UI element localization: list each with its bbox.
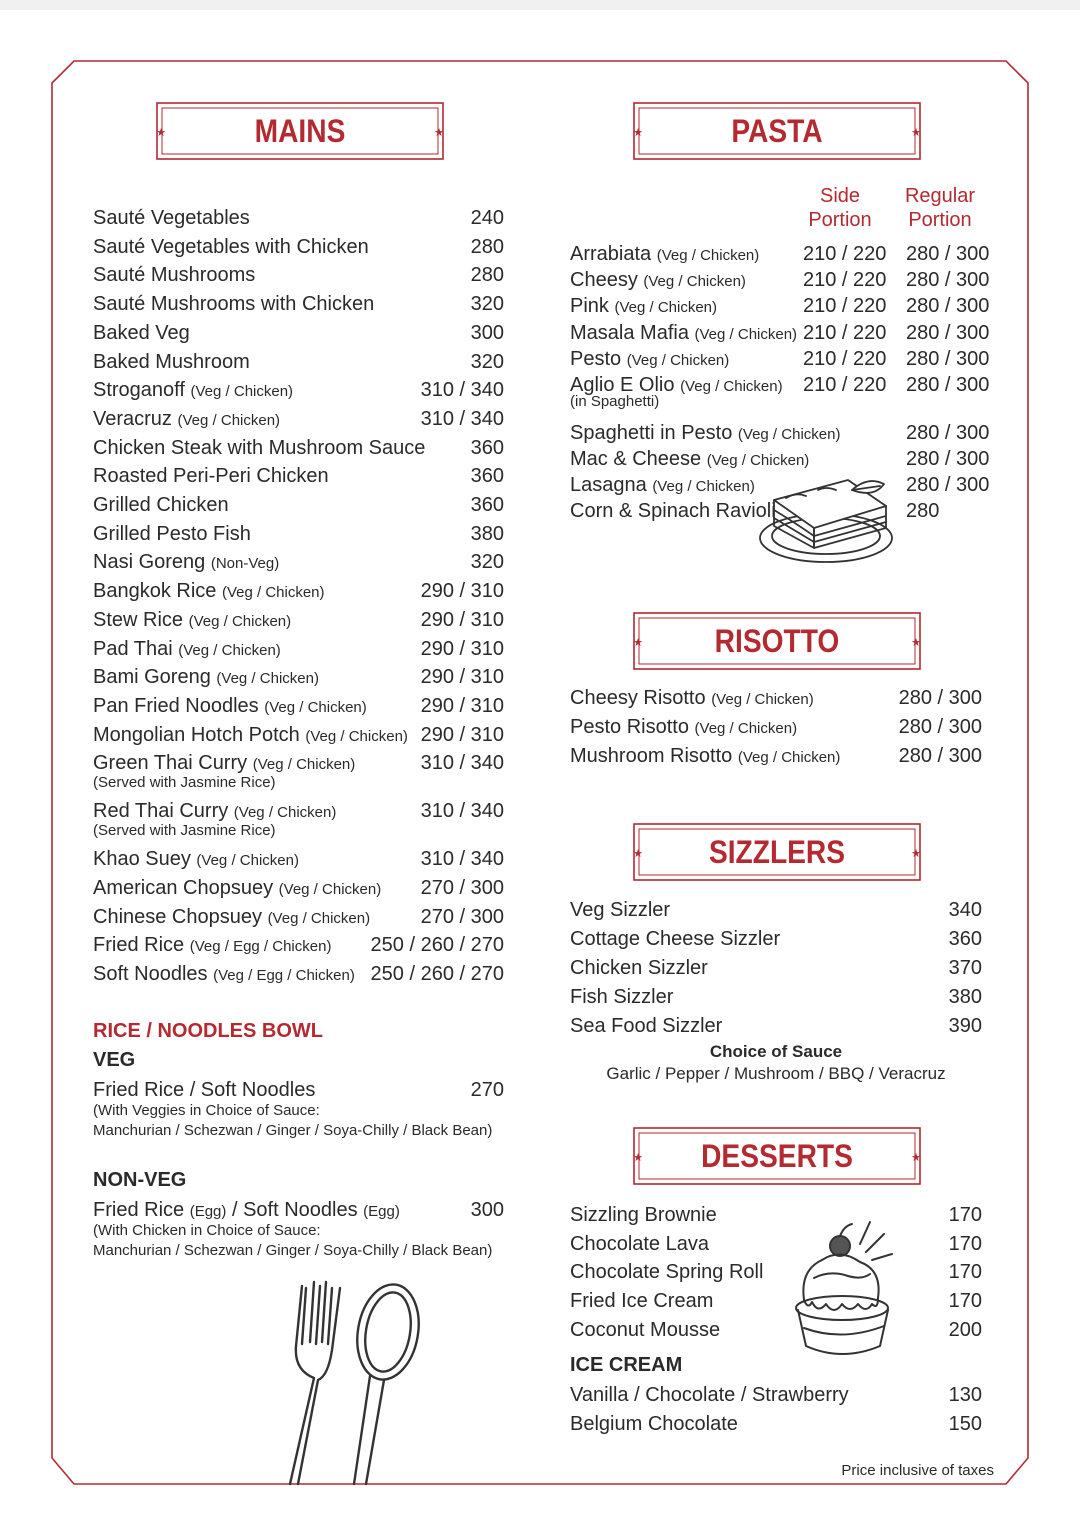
item-label: Aglio E Olio: [570, 374, 675, 396]
item-tag: (Veg / Chicken): [614, 299, 718, 317]
menu-row: [93, 846, 504, 872]
sauce-list: Garlic / Pepper / Mushroom / BBQ / Veracruz: [606, 1064, 946, 1083]
menu-row: [93, 607, 504, 633]
side-price: 210 / 220: [803, 269, 887, 292]
desserts-header: [632, 1126, 922, 1186]
item-name: [93, 349, 250, 375]
regular-portion-line-2: Portion: [908, 209, 972, 231]
item-price: 310 / 340: [420, 379, 504, 402]
item-tag: (Veg / Chicken): [643, 273, 746, 291]
item-name: [93, 262, 255, 288]
menu-row: [93, 262, 504, 288]
item-tag: (Veg / Chicken): [656, 247, 760, 264]
dessert-row: [570, 1202, 982, 1228]
item-price: 320: [470, 551, 504, 574]
menu-row: [93, 578, 504, 604]
svg-text:★: ★: [911, 126, 921, 139]
menu-row: [93, 722, 504, 748]
item-label: Soft Noodles: [93, 963, 208, 986]
item-name: [570, 320, 797, 348]
item-label: Roasted Peri-Peri Chicken: [93, 465, 329, 488]
item-price: 380: [948, 986, 982, 1008]
risotto-row: [570, 714, 982, 740]
ice-cream-label: ICE CREAM: [570, 1354, 683, 1376]
item-tag: (Veg / Chicken): [694, 720, 798, 737]
item-name: [570, 498, 776, 524]
item-name: [570, 1288, 713, 1314]
item-tag: (Veg / Chicken): [706, 452, 810, 469]
item-price: 290 / 310: [420, 666, 504, 689]
mains-header: [155, 101, 445, 161]
ice-cream-row: [570, 1382, 982, 1408]
item-price: 250 / 260 / 270: [370, 963, 504, 986]
pasta-header: [632, 101, 922, 161]
item-name: [570, 420, 840, 448]
menu-row: [93, 349, 504, 375]
item-tag: (Veg / Chicken): [626, 351, 730, 369]
item-label: Coconut Mousse: [570, 1318, 721, 1341]
item-label: Cheesy: [570, 269, 638, 292]
item-label: Arrabiata: [570, 243, 652, 265]
item-name: [570, 1317, 720, 1343]
nonveg-item-b: Soft Noodles: [243, 1199, 358, 1221]
side-portion-header: [795, 184, 885, 232]
regular-price: 280 / 300: [906, 347, 990, 370]
item-name: [570, 926, 780, 952]
item-tag: (Veg / Chicken): [652, 478, 755, 496]
item-price: 130: [948, 1384, 982, 1406]
menu-row: [93, 521, 504, 547]
item-label: Pink: [570, 295, 609, 318]
menu-row: [93, 291, 504, 317]
item-price: 380: [470, 522, 504, 545]
item-label: Stroganoff: [93, 379, 185, 402]
item-price: 150: [948, 1412, 982, 1435]
nonveg-bowl-price: 300: [470, 1199, 504, 1221]
item-tag: (Veg / Chicken): [737, 749, 841, 766]
item-name: [93, 578, 325, 606]
item-name: [93, 607, 291, 635]
risotto-row: [570, 743, 982, 769]
item-label: Red Thai Curry: [93, 800, 229, 823]
sizzler-row: [570, 984, 982, 1010]
item-label: Mongolian Hotch Potch: [93, 723, 300, 746]
pasta-row: [570, 346, 990, 372]
menu-row: [93, 961, 504, 987]
item-name: [570, 1202, 717, 1228]
sizzler-row: [570, 955, 982, 981]
item-name: [93, 904, 370, 932]
item-price: 240: [470, 207, 504, 229]
svg-text:★: ★: [633, 1151, 643, 1164]
item-name: [93, 205, 250, 231]
item-label: Khao Suey: [93, 848, 191, 871]
svg-text:★: ★: [434, 126, 444, 139]
nonveg-label: NON-VEG: [93, 1169, 187, 1191]
item-label: Bangkok Rice: [93, 580, 217, 603]
menu-row: [93, 205, 504, 231]
item-tag: (Veg / Chicken): [737, 425, 841, 443]
pasta-row: [570, 420, 990, 446]
item-name: [93, 875, 381, 903]
item-price: 290 / 310: [420, 723, 504, 746]
menu-row: [93, 875, 504, 901]
item-label: Stew Rice: [93, 608, 184, 631]
veg-bowl-note-2: Manchurian / Schezwan / Ginger / Soya-Chilly / Black Bean): [93, 1122, 493, 1139]
side-price: 210 / 220: [803, 243, 887, 265]
item-price: 280 / 300: [898, 716, 982, 738]
veg-bowl-name: Fried Rice / Soft Noodles: [93, 1079, 316, 1101]
item-label: Fried Ice Cream: [570, 1290, 714, 1313]
side-portion-line-2: Portion: [808, 209, 872, 231]
item-label: Lasagna: [570, 474, 647, 497]
menu-row: [93, 492, 504, 518]
nonveg-tag-b: (Egg): [363, 1203, 400, 1220]
item-label: Fried Rice: [93, 934, 185, 957]
menu-row: [93, 932, 504, 958]
item-price: 270 / 300: [420, 905, 504, 928]
item-tag: (Veg / Chicken): [711, 691, 814, 708]
side-price: 210 / 220: [803, 295, 887, 318]
item-name: [93, 693, 367, 721]
regular-price: 280 / 300: [906, 295, 990, 318]
nonveg-bowl-note-2: Manchurian / Schezwan / Ginger / Soya-Chilly / Black Bean): [93, 1242, 493, 1259]
item-label: Chocolate Lava: [570, 1232, 709, 1255]
nonveg-bowl-row: [93, 1197, 504, 1223]
fork-spoon-illustration: [262, 1278, 432, 1488]
item-price: 200: [948, 1318, 982, 1341]
item-price: 250 / 260 / 270: [370, 934, 504, 957]
pasta-row: [570, 267, 990, 293]
item-label: Nasi Goreng: [93, 551, 206, 574]
item-price: 310 / 340: [420, 407, 504, 430]
rice-bowl-title: RICE / NOODLES BOWL: [93, 1020, 323, 1042]
item-price: 290 / 310: [420, 637, 504, 660]
veg-bowl-row: [93, 1077, 504, 1103]
item-price: 360: [470, 465, 504, 488]
item-price: 170: [948, 1204, 982, 1226]
item-note: (in Spaghetti): [570, 393, 660, 411]
item-label: Chicken Steak with Mushroom Sauce: [93, 436, 426, 459]
item-tag: (Veg / Chicken): [264, 698, 367, 716]
lasagna-illustration: [756, 466, 896, 570]
item-price: 310 / 340: [420, 848, 504, 871]
veg-bowl-note-1: (With Veggies in Choice of Sauce:: [93, 1102, 320, 1119]
item-name: [570, 714, 797, 742]
svg-text:★: ★: [911, 1151, 921, 1164]
item-label: Cottage Cheese Sizzler: [570, 928, 781, 950]
item-label: Sauté Vegetables: [93, 207, 250, 229]
item-name: [93, 549, 279, 577]
sizzlers-title: SIZZLERS: [708, 833, 846, 870]
item-price: 170: [948, 1261, 982, 1284]
item-name: [93, 932, 331, 960]
item-tag: (Veg / Chicken): [216, 670, 319, 688]
item-name: [93, 377, 293, 405]
regular-price: 280 / 300: [906, 474, 990, 497]
veg-bowl-price: 270: [470, 1079, 504, 1101]
item-label: Veracruz: [93, 407, 172, 430]
nonveg-bowl-note-1: (With Chicken in Choice of Sauce:: [93, 1222, 321, 1239]
item-name: [93, 492, 229, 518]
menu-row: [93, 406, 504, 432]
item-price: 270 / 300: [420, 877, 504, 899]
item-label: Sizzling Brownie: [570, 1204, 717, 1226]
item-label: Chinese Chopsuey: [93, 905, 262, 928]
regular-price: 280 / 300: [906, 269, 990, 292]
item-tag: (Non-Veg): [210, 555, 280, 573]
side-price: 210 / 220: [803, 347, 887, 370]
veg-label: VEG: [93, 1049, 136, 1071]
item-price: 320: [470, 293, 504, 316]
menu-row: [93, 693, 504, 719]
item-label: Bami Goreng: [93, 666, 211, 689]
item-price: 290 / 310: [420, 580, 504, 603]
item-label: Chocolate Spring Roll: [570, 1261, 764, 1284]
item-name: [93, 722, 408, 750]
item-label: Masala Mafia: [570, 321, 689, 344]
item-name: [570, 267, 746, 295]
item-tag: (Veg / Chicken): [694, 325, 798, 343]
item-price: 280: [470, 235, 504, 258]
item-name: [570, 1382, 849, 1408]
item-label: Cheesy Risotto: [570, 687, 706, 709]
item-name: [93, 435, 425, 461]
item-price: 360: [948, 928, 982, 950]
regular-price: 280 / 300: [906, 243, 990, 265]
item-tag: (Veg / Chicken): [188, 612, 292, 630]
item-name: [570, 1259, 763, 1285]
svg-text:★: ★: [156, 126, 166, 139]
menu-row: [93, 320, 504, 346]
item-price: 170: [948, 1290, 982, 1313]
sauce-title: Choice of Sauce: [709, 1042, 843, 1061]
item-price: 280 / 300: [898, 687, 982, 709]
sizzler-row: [570, 897, 982, 923]
ice-cream-row: [570, 1411, 982, 1437]
pasta-row: [570, 293, 990, 319]
regular-portion-header: [895, 184, 985, 232]
item-name: [93, 234, 369, 260]
menu-row: [93, 234, 504, 260]
menu-row: [93, 463, 504, 489]
item-label: Sea Food Sizzler: [570, 1015, 723, 1037]
item-label: Vanilla / Chocolate / Strawberry: [570, 1384, 849, 1406]
item-price: 360: [470, 436, 504, 459]
item-name: [93, 406, 280, 434]
item-label: Sauté Mushrooms: [93, 264, 256, 287]
item-tag: (Veg / Chicken): [252, 756, 356, 774]
item-note: (Served with Jasmine Rice): [93, 822, 276, 839]
item-label: Pad Thai: [93, 637, 173, 660]
item-name: [570, 685, 814, 713]
dessert-row: [570, 1231, 982, 1257]
desserts-title: DESSERTS: [701, 1137, 853, 1174]
item-name: [570, 1013, 722, 1039]
item-price: 170: [948, 1232, 982, 1255]
item-label: Belgium Chocolate: [570, 1412, 738, 1435]
item-name: [570, 472, 755, 500]
item-name: [93, 521, 251, 547]
top-strip: [0, 0, 1080, 10]
item-tag: (Veg / Chicken): [267, 909, 371, 927]
item-label: Spaghetti in Pesto: [570, 421, 733, 444]
menu-row: [93, 549, 504, 575]
item-name: [93, 664, 319, 692]
svg-text:★: ★: [633, 636, 643, 649]
risotto-header: [632, 611, 922, 671]
item-tag: (Veg / Chicken): [305, 727, 408, 745]
price-note: Price inclusive of taxes: [841, 1462, 994, 1479]
nonveg-sep: /: [226, 1199, 244, 1221]
item-label: American Chopsuey: [93, 877, 274, 899]
item-label: Grilled Chicken: [93, 494, 229, 516]
item-name: [570, 346, 729, 374]
item-tag: (Veg / Chicken): [221, 584, 325, 602]
item-label: Pesto: [570, 347, 622, 370]
regular-price: 280 / 300: [906, 448, 990, 470]
item-name: [93, 961, 355, 989]
item-label: Veg Sizzler: [570, 899, 671, 921]
nonveg-tag-a: (Egg): [189, 1203, 227, 1220]
item-tag: (Veg / Chicken): [680, 378, 783, 395]
item-tag: (Veg / Chicken): [233, 804, 337, 822]
item-label: Sauté Vegetables with Chicken: [93, 235, 369, 258]
item-price: 340: [948, 899, 982, 921]
item-name: [570, 984, 673, 1010]
item-price: 310 / 340: [420, 752, 504, 775]
risotto-title: RISOTTO: [714, 622, 840, 659]
svg-text:★: ★: [633, 847, 643, 860]
item-tag: (Veg / Chicken): [196, 852, 299, 870]
nonveg-item-a: Fried Rice: [93, 1199, 185, 1221]
item-label: Fish Sizzler: [570, 986, 674, 1008]
regular-price: 280 / 300: [906, 321, 990, 344]
item-label: Chicken Sizzler: [570, 957, 708, 979]
menu-row: [93, 904, 504, 930]
regular-price: 280 / 300: [906, 421, 990, 444]
item-label: Corn & Spinach Ravioli: [570, 500, 776, 523]
cupcake-illustration: [790, 1218, 915, 1358]
item-name: [570, 743, 840, 771]
item-name: [570, 293, 717, 321]
pasta-row: [570, 241, 990, 267]
side-price: 210 / 220: [803, 374, 887, 396]
item-label: Green Thai Curry: [93, 752, 248, 775]
item-price: 280 / 300: [898, 745, 982, 767]
item-tag: (Veg / Chicken): [178, 641, 281, 659]
item-name: [93, 463, 329, 489]
item-label: Baked Veg: [93, 321, 190, 344]
item-tag: (Veg / Chicken): [190, 383, 294, 401]
dessert-row: [570, 1317, 982, 1343]
item-price: 370: [948, 957, 982, 979]
item-label: Sauté Mushrooms with Chicken: [93, 293, 375, 316]
item-price: 320: [470, 350, 504, 373]
svg-text:★: ★: [911, 847, 921, 860]
regular-price: 280: [906, 500, 940, 523]
item-name: [93, 320, 190, 346]
svg-text:★: ★: [633, 126, 643, 139]
sizzler-row: [570, 1013, 982, 1039]
item-name: [570, 1411, 738, 1437]
item-name: [570, 955, 708, 981]
menu-row: [93, 636, 504, 662]
menu-row: [93, 664, 504, 690]
item-note: (Served with Jasmine Rice): [93, 774, 276, 791]
item-name: [93, 291, 374, 317]
item-price: 390: [948, 1015, 982, 1037]
svg-text:★: ★: [911, 636, 921, 649]
risotto-row: [570, 685, 982, 711]
item-label: Baked Mushroom: [93, 350, 250, 373]
item-label: Mac & Cheese: [570, 448, 702, 470]
item-label: Mushroom Risotto: [570, 745, 733, 767]
item-tag: (Veg / Egg / Chicken): [189, 938, 332, 956]
menu-row: [93, 377, 504, 403]
mains-title: MAINS: [254, 112, 346, 149]
side-price: 210 / 220: [803, 321, 887, 344]
item-tag: (Veg / Chicken): [278, 881, 382, 898]
sizzler-row: [570, 926, 982, 952]
item-price: 280: [470, 264, 504, 287]
regular-price: 280 / 300: [906, 374, 990, 396]
item-price: 290 / 310: [420, 608, 504, 631]
item-price: 360: [470, 494, 504, 516]
dessert-row: [570, 1259, 982, 1285]
dessert-row: [570, 1288, 982, 1314]
regular-portion-line-1: Regular: [904, 185, 976, 207]
item-name: [570, 897, 670, 923]
sizzlers-header: [632, 822, 922, 882]
item-name: [570, 1231, 709, 1257]
pasta-row: [570, 320, 990, 346]
item-price: 300: [470, 321, 504, 344]
menu-row: [93, 435, 504, 461]
item-tag: (Veg / Egg / Chicken): [213, 967, 355, 985]
item-tag: (Veg / Chicken): [177, 411, 281, 429]
side-portion-line-1: Side: [819, 185, 861, 207]
pasta-title: PASTA: [731, 112, 823, 149]
item-name: [93, 846, 299, 874]
item-label: Pan Fried Noodles: [93, 694, 259, 717]
item-name: [570, 241, 759, 269]
item-name: [93, 636, 281, 664]
item-label: Grilled Pesto Fish: [93, 522, 251, 545]
item-label: Pesto Risotto: [570, 716, 689, 738]
item-price: 310 / 340: [420, 800, 504, 823]
item-price: 290 / 310: [420, 694, 504, 717]
